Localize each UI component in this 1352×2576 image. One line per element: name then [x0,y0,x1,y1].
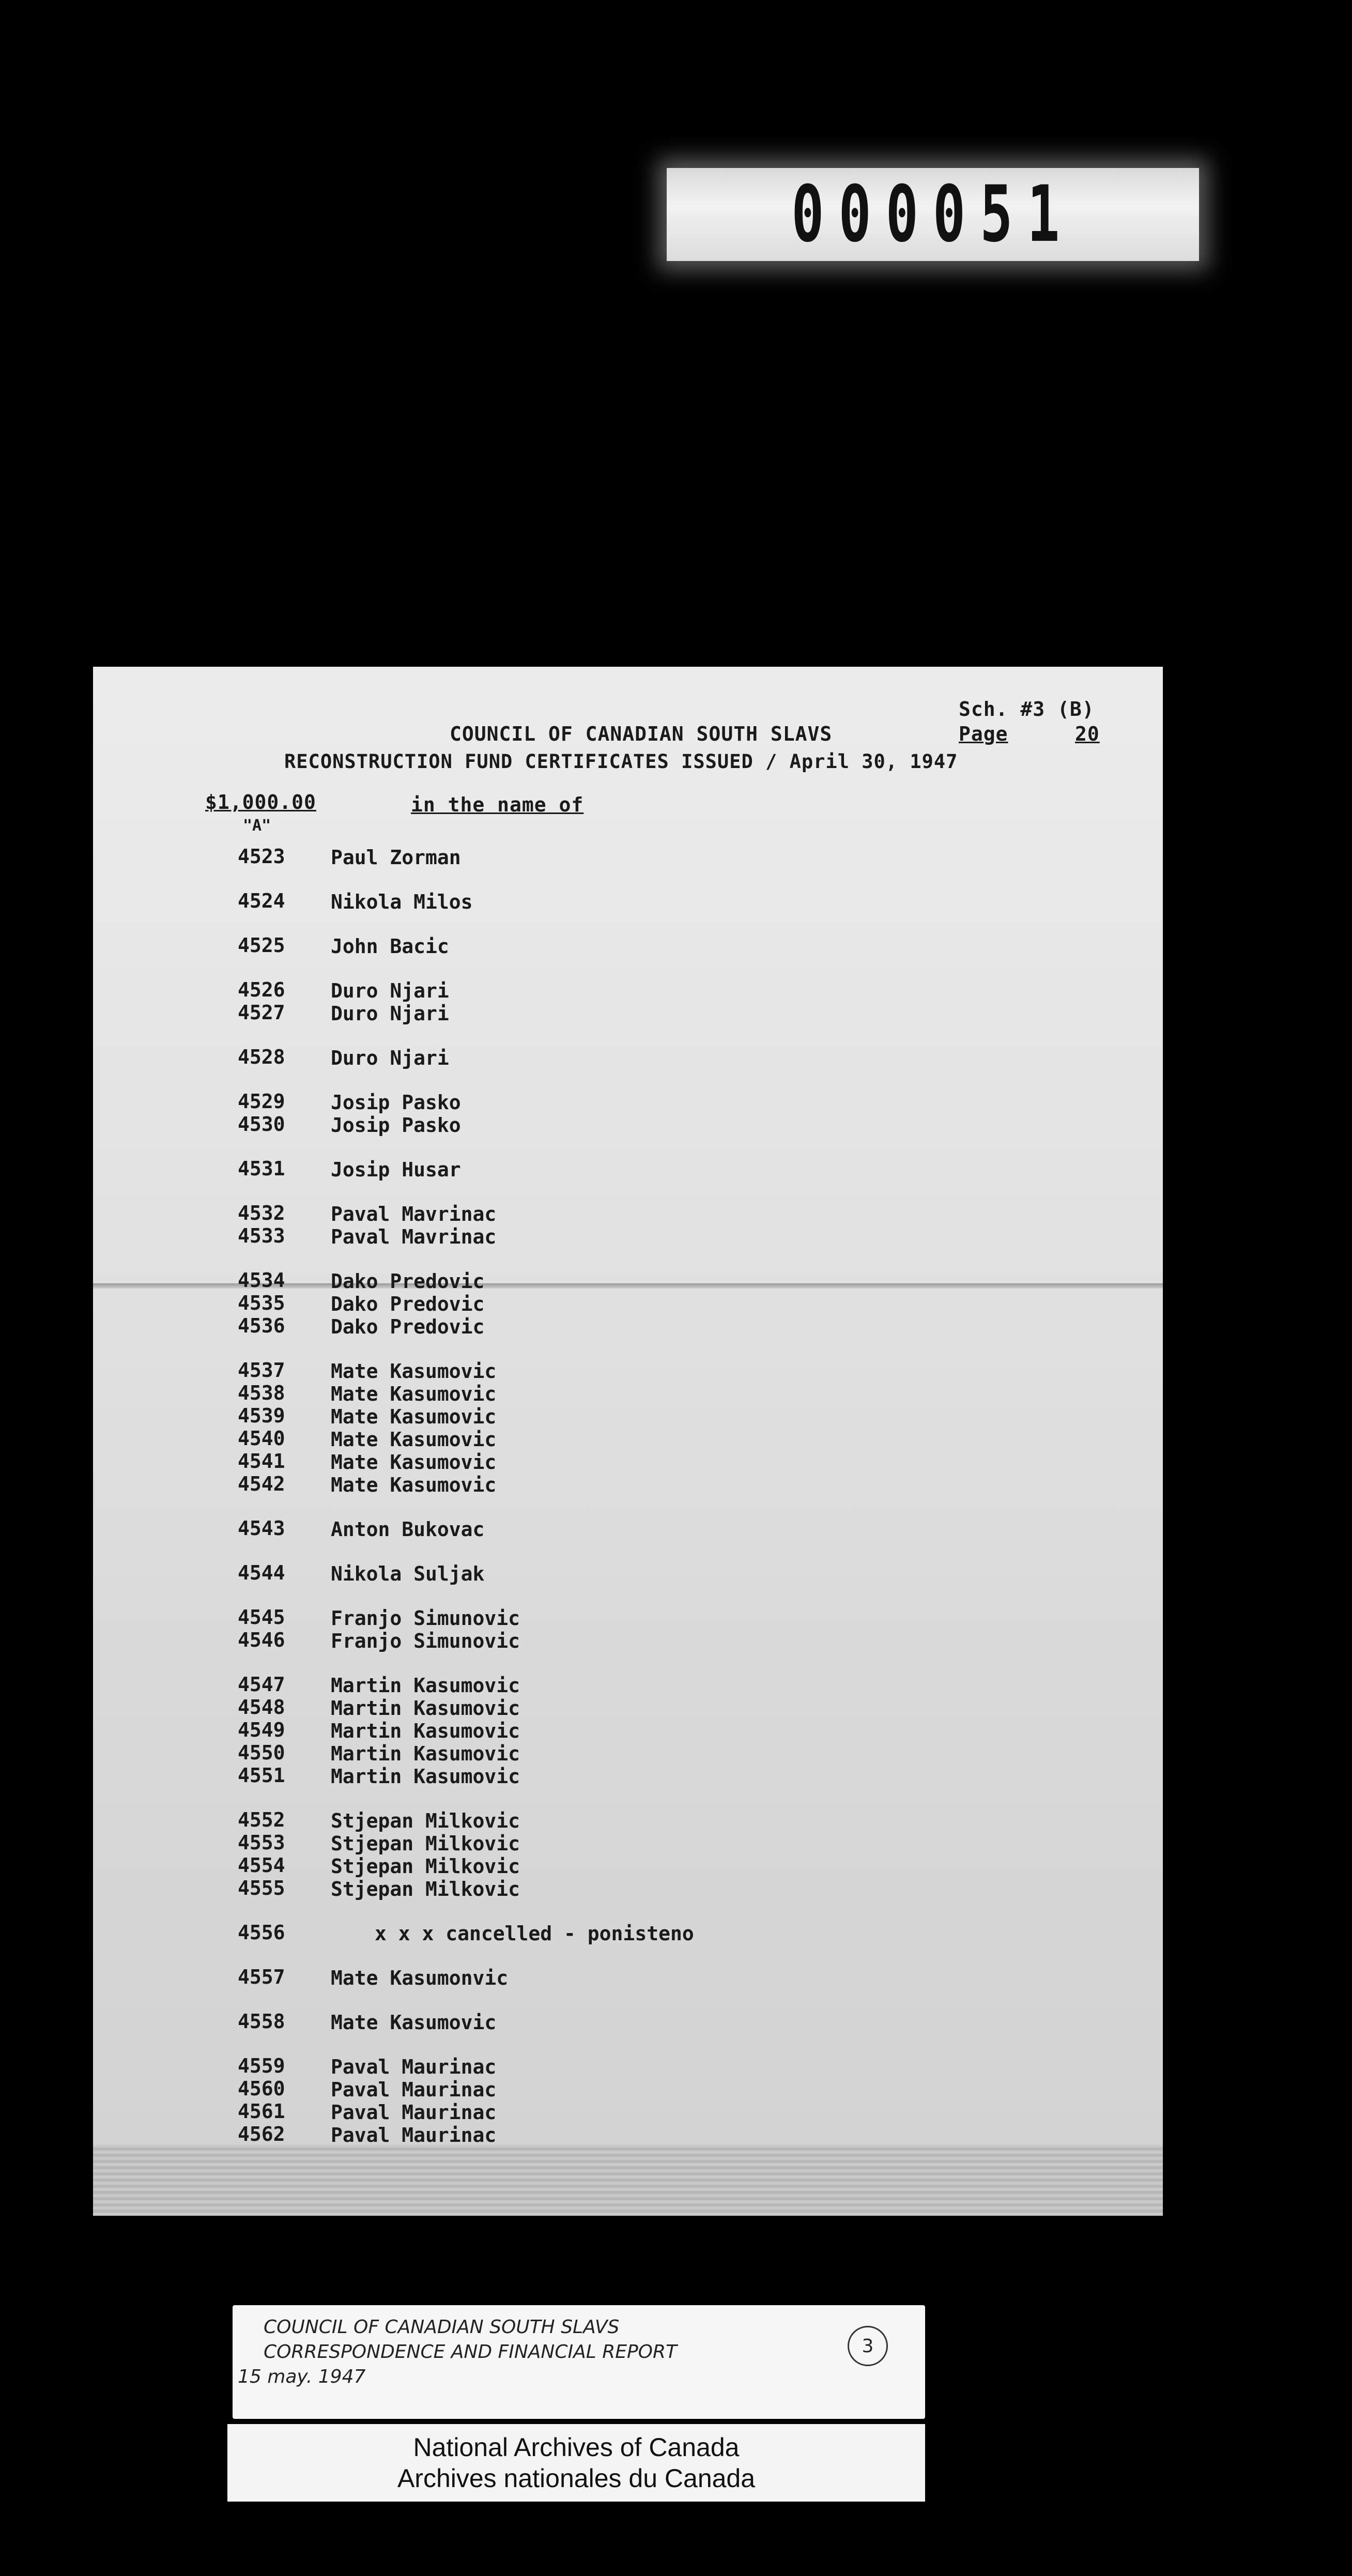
in-the-name-of: in the name of [411,793,584,816]
entry-name: Nikola Milos [331,891,473,913]
card-line-3: 15 may. 1947 [238,2366,366,2387]
entry-number: 4532 [238,1202,285,1224]
entry-number: 4562 [238,2123,285,2145]
entry-name: Paval Mavrinac [331,1203,497,1225]
index-card [233,2305,925,2419]
entry-number: 4527 [238,1001,285,1024]
entry-name: Franjo Simunovic [331,1630,520,1652]
entry-name: Paval Maurinac [331,2101,497,2124]
entry-number: 4542 [238,1473,285,1495]
archive-label-french: Archives nationales du Canada [397,2464,756,2493]
entry-number: 4541 [238,1450,285,1473]
entry-number: 4561 [238,2100,285,2123]
entry-number: 4544 [238,1561,285,1584]
entry-name: Paval Mavrinac [331,1225,497,1248]
frame-number: 000051 [791,170,1074,259]
entry-number: 4534 [238,1269,285,1292]
entry-number: 4526 [238,978,285,1001]
page-label: Page [959,723,1008,745]
entry-name: Stjepan Milkovic [331,1878,520,1900]
entry-number: 4523 [238,845,285,868]
entry-number: 4551 [238,1764,285,1787]
entry-name: Anton Bukovac [331,1518,485,1541]
entry-number: 4538 [238,1382,285,1404]
entry-name: Martin Kasumovic [331,1697,520,1720]
entry-number: 4553 [238,1831,285,1854]
entry-name: Mate Kasumovic [331,1405,497,1428]
entry-name: John Bacic [331,935,449,958]
entry-number: 4536 [238,1314,285,1337]
document-title: RECONSTRUCTION FUND CERTIFICATES ISSUED / April 30, 1947 [284,750,958,773]
entry-number: 4533 [238,1224,285,1247]
entry-name: Dako Predovic [331,1315,485,1338]
circled-number: 3 [848,2326,888,2366]
entry-number: 4540 [238,1427,285,1450]
entry-number: 4558 [238,2010,285,2033]
entry-name: Mate Kasumovic [331,1360,497,1383]
card-line-2: CORRESPONDENCE AND FINANCIAL REPORT [264,2341,678,2363]
entry-name: Dako Predovic [331,1293,485,1315]
entry-name: Martin Kasumovic [331,1674,520,1697]
organization-title: COUNCIL OF CANADIAN SOUTH SLAVS [450,723,833,745]
entry-name: Franjo Simunovic [331,1607,520,1630]
entry-name: Martin Kasumovic [331,1765,520,1788]
entry-number: 4554 [238,1854,285,1877]
entry-name: Paul Zorman [331,846,461,869]
entry-name: Mate Kasumovic [331,1428,497,1451]
entry-name: Paval Maurinac [331,2056,497,2078]
entry-name: Paval Maurinac [331,2124,497,2146]
entry-name: Mate Kasumovic [331,1474,497,1496]
entry-number: 4559 [238,2054,285,2077]
entry-number: 4548 [238,1696,285,1719]
entry-number: 4546 [238,1629,285,1651]
entry-number: 4524 [238,890,285,912]
entry-name: Nikola Suljak [331,1562,485,1585]
entry-number: 4545 [238,1606,285,1629]
entry-number: 4530 [238,1113,285,1136]
entry-number: 4529 [238,1090,285,1113]
entry-name: Duro Njari [331,1002,449,1025]
archive-label [227,2424,925,2502]
entry-number: 4549 [238,1719,285,1741]
entry-cancelled-note: x x x cancelled - ponisteno [375,1922,694,1945]
entry-name: Mate Kasumovic [331,2011,497,2034]
entry-number: 4557 [238,1966,285,1988]
entry-name: Paval Maurinac [331,2078,497,2101]
series-label: "A" [243,817,271,835]
entry-number: 4537 [238,1359,285,1382]
entry-number: 4556 [238,1921,285,1944]
entry-name: Josip Pasko [331,1114,461,1137]
page-number: 20 [1075,723,1100,745]
entry-number: 4560 [238,2077,285,2100]
entry-name: Duro Njari [331,1047,449,1069]
entry-name: Mate Kasumonvic [331,1967,509,1989]
entry-name: Martin Kasumovic [331,1720,520,1742]
entry-number: 4552 [238,1808,285,1831]
document-page [93,667,1163,2216]
entry-number: 4543 [238,1517,285,1540]
archive-label-english: National Archives of Canada [413,2433,740,2462]
entry-name: Duro Njari [331,979,449,1002]
schedule-label: Sch. #3 (B) [959,698,1095,720]
entry-number: 4535 [238,1292,285,1314]
entry-name: Stjepan Milkovic [331,1832,520,1855]
entry-number: 4525 [238,934,285,957]
entry-name: Josip Pasko [331,1091,461,1114]
entry-name: Mate Kasumovic [331,1451,497,1474]
certificate-amount: $1,000.00 [205,791,316,814]
entry-name: Stjepan Milkovic [331,1810,520,1832]
entry-name: Martin Kasumovic [331,1742,520,1765]
entry-name: Josip Husar [331,1158,461,1181]
entry-number: 4555 [238,1877,285,1899]
page-bottom-edge [93,2145,1163,2216]
entry-number: 4547 [238,1673,285,1696]
frame-counter [667,168,1199,261]
entry-name: Stjepan Milkovic [331,1855,520,1878]
entry-number: 4539 [238,1404,285,1427]
entry-name: Mate Kasumovic [331,1383,497,1405]
entry-number: 4531 [238,1157,285,1180]
entry-name: Dako Predovic [331,1270,485,1293]
entry-number: 4528 [238,1046,285,1068]
entry-number: 4550 [238,1741,285,1764]
card-line-1: COUNCIL OF CANADIAN SOUTH SLAVS [264,2317,620,2338]
